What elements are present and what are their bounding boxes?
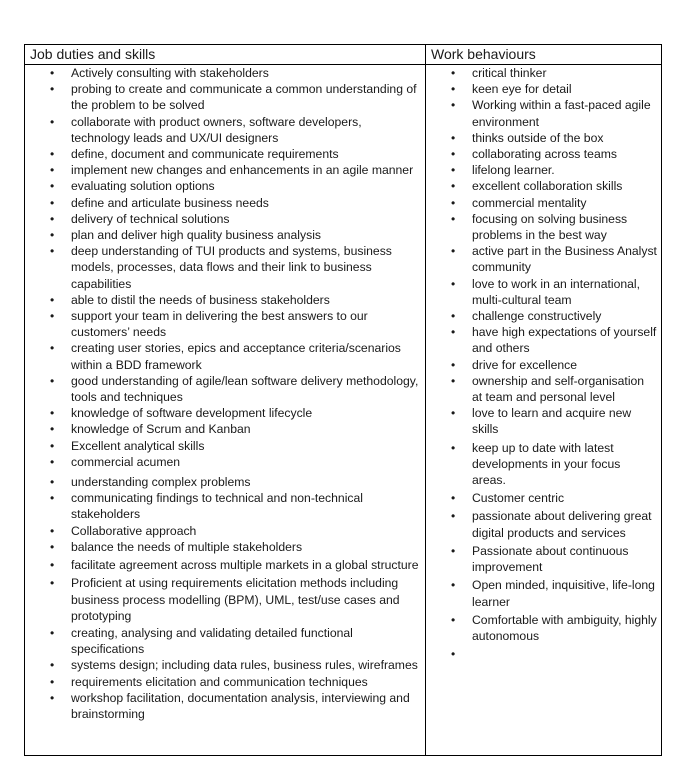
header-work-behaviours: Work behaviours xyxy=(426,45,662,65)
list-item: • love to work in an international, multi-cultural team xyxy=(426,276,661,308)
list-item: • Comfortable with ambiguity, highly autonomous xyxy=(426,612,661,644)
list-item-empty xyxy=(426,646,661,662)
list-item: • define, document and communicate requirements xyxy=(25,146,425,162)
list-item: • good understanding of agile/lean software delivery methodology, tools and techniques xyxy=(25,373,425,405)
list-item: • Working within a fast-paced agile environment xyxy=(426,97,661,129)
list-item: • delivery of technical solutions xyxy=(25,211,425,227)
list-item: • thinks outside of the box xyxy=(426,130,661,146)
job-duties-cell xyxy=(25,65,426,756)
list-item: • probing to create and communicate a common understanding of the problem to be solved xyxy=(25,81,425,113)
list-item: • knowledge of software development lifecycle xyxy=(25,405,425,421)
list-item: • support your team in delivering the best answers to our customers’ needs xyxy=(25,308,425,340)
list-item: • collaborating across teams xyxy=(426,146,661,162)
list-item: • Collaborative approach xyxy=(25,523,425,539)
table-header-row xyxy=(25,45,662,65)
list-item: • Proficient at using requirements elicitation methods including business process modelling (BPM), UML, test/use cases and prototyping xyxy=(25,575,425,624)
work-behaviours-cell xyxy=(426,65,662,756)
list-item: • passionate about delivering great digital products and services xyxy=(426,508,661,540)
list-item: • able to distil the needs of business stakeholders xyxy=(25,292,425,308)
list-item: • define and articulate business needs xyxy=(25,195,425,211)
list-item: • love to learn and acquire new skills xyxy=(426,405,661,437)
list-item: • plan and deliver high quality business analysis xyxy=(25,227,425,243)
list-item: • drive for excellence xyxy=(426,357,661,373)
list-item: • keen eye for detail xyxy=(426,81,661,97)
list-item: • creating user stories, epics and acceptance criteria/scenarios within a BDD framework xyxy=(25,340,425,372)
list-item: • Excellent analytical skills xyxy=(25,438,425,454)
list-item: • communicating findings to technical and non-technical stakeholders xyxy=(25,490,425,522)
list-item: • commercial acumen xyxy=(25,454,425,470)
list-item: • commercial mentality xyxy=(426,195,661,211)
list-item: • critical thinker xyxy=(426,65,661,81)
list-item: • have high expectations of yourself and others xyxy=(426,324,661,356)
list-item: • Actively consulting with stakeholders xyxy=(25,65,425,81)
list-item: • Customer centric xyxy=(426,490,661,506)
list-item: • ownership and self-organisation at team and personal level xyxy=(426,373,661,405)
list-item: • creating, analysing and validating detailed functional specifications xyxy=(25,625,425,657)
list-item: • active part in the Business Analyst community xyxy=(426,243,661,275)
work-behaviours-list xyxy=(426,65,661,662)
list-item: • evaluating solution options xyxy=(25,178,425,194)
list-item: • knowledge of Scrum and Kanban xyxy=(25,421,425,437)
list-item: • excellent collaboration skills xyxy=(426,178,661,194)
header-job-duties: Job duties and skills xyxy=(25,45,426,65)
job-duties-list xyxy=(25,65,425,722)
list-item: • workshop facilitation, documentation analysis, interviewing and brainstorming xyxy=(25,690,425,722)
list-item: • keep up to date with latest developments in your focus areas. xyxy=(426,440,661,489)
list-item: • Open minded, inquisitive, life-long learner xyxy=(426,577,661,609)
list-item: • systems design; including data rules, business rules, wireframes xyxy=(25,657,425,673)
list-item: • collaborate with product owners, software developers, technology leads and UX/UI designers xyxy=(25,114,425,146)
list-item: • deep understanding of TUI products and systems, business models, processes, data flows and their link to business capabilities xyxy=(25,243,425,292)
list-item: • balance the needs of multiple stakeholders xyxy=(25,539,425,555)
list-item: • focusing on solving business problems in the best way xyxy=(426,211,661,243)
table-body-row xyxy=(25,65,662,756)
list-item: • Passionate about continuous improvement xyxy=(426,543,661,575)
list-item: • implement new changes and enhancements in an agile manner xyxy=(25,162,425,178)
list-item: • lifelong learner. xyxy=(426,162,661,178)
list-item: • requirements elicitation and communication techniques xyxy=(25,674,425,690)
skills-table xyxy=(24,44,662,756)
list-item: • facilitate agreement across multiple markets in a global structure xyxy=(25,557,425,573)
list-item: • challenge constructively xyxy=(426,308,661,324)
list-item: • understanding complex problems xyxy=(25,474,425,490)
